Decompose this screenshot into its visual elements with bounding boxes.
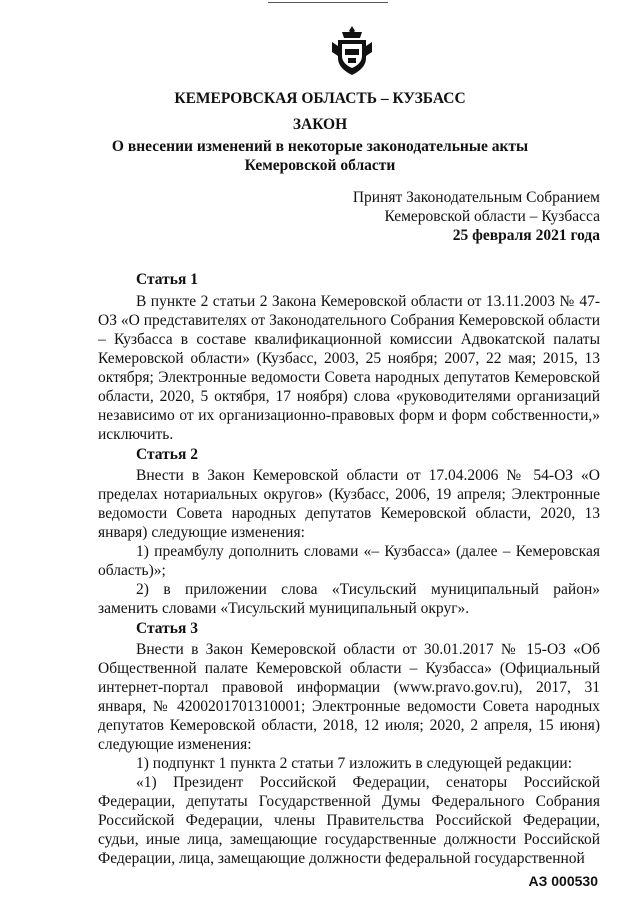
law-title-line2: Кемеровской области — [244, 157, 396, 174]
adoption-line2: Кемеровской области – Кузбасса — [384, 208, 600, 225]
form-serial-number: АЗ 000530 — [528, 873, 598, 889]
article-1-heading: Статья 1 — [136, 271, 198, 288]
coat-of-arms-icon — [328, 22, 376, 78]
region-title: КЕМЕРОВСКАЯ ОБЛАСТЬ – КУЗБАСС — [174, 90, 466, 107]
document-type: ЗАКОН — [292, 116, 348, 133]
article-3-paragraph: 1) подпункт 1 пункта 2 статьи 7 изложить в следующей редакции: — [136, 755, 573, 772]
article-3-paragraph: Внести в Закон Кемеровской области от 30.01.2017 № 15-ОЗ «Об Общественной палате Кемеровской области – Кузбасса» (Официальный интернет-портал правовой информации (www.pravo.gov.ru), 2017, 31 января, № 4200201701310001; Электронные ведомости Совета народных депутатов Кемеровской области, 2018, 12 июля; 2020, 2 апреля, 15 июня) следующие изменения: — [98, 641, 600, 753]
article-3-paragraph: «1) Президент Российской Федерации, сенаторы Российской Федерации, депутаты Государственной Думы Федерального Собрания Российской Федерации, члены Правительства Российской Федерации, судьи, иные лица, замещающие государственные должности Российской Федерации, лица, замещающие должности федеральной государственной — [98, 774, 600, 867]
law-title-line1: О внесении изменений в некоторые законодательные акты — [111, 138, 529, 155]
article-2-body — [98, 466, 600, 618]
top-rule — [268, 2, 388, 3]
article-3-heading: Статья 3 — [136, 620, 198, 637]
adoption-line1: Принят Законодательным Собранием — [352, 189, 600, 206]
article-2-paragraph: Внести в Закон Кемеровской области от 17.04.2006 № 54-ОЗ «О пределах нотариальных округов» (Кузбасс, 2006, 19 апреля; Электронные ведомости Совета народных депутатов Кемеровской области, 2020, 13 января) следующие изменения: — [98, 467, 600, 541]
article-2-paragraph: 2) в приложении слова «Тисульский муниципальный район» заменить словами «Тисульский муниципальный округ». — [98, 581, 600, 617]
article-1-paragraph: В пункте 2 статьи 2 Закона Кемеровской области от 13.11.2003 № 47-ОЗ «О представителях от Законодательного Собрания Кемеровской области – Кузбасса в составе квалификационной комиссии Адвокатской палаты Кемеровской области» (Кузбасс, 2003, 25 ноября; 2007, 22 мая; 2015, 13 октября; Электронные ведомости Совета народных депутатов Кемеровской области, 2020, 5 октября, 17 ноября) слова «руководителями организаций независимо от их организационно-правовых форм и форм собственности,» исключить. — [98, 293, 600, 443]
article-3-body — [98, 640, 600, 868]
adoption-block — [353, 188, 600, 245]
adoption-date: 25 февраля 2021 года — [452, 227, 600, 244]
article-1-body — [98, 292, 600, 444]
article-2-paragraph: 1) преамбулу дополнить словами «– Кузбасса» (далее – Кемеровская область)»; — [98, 543, 600, 579]
article-2-heading: Статья 2 — [136, 446, 198, 463]
